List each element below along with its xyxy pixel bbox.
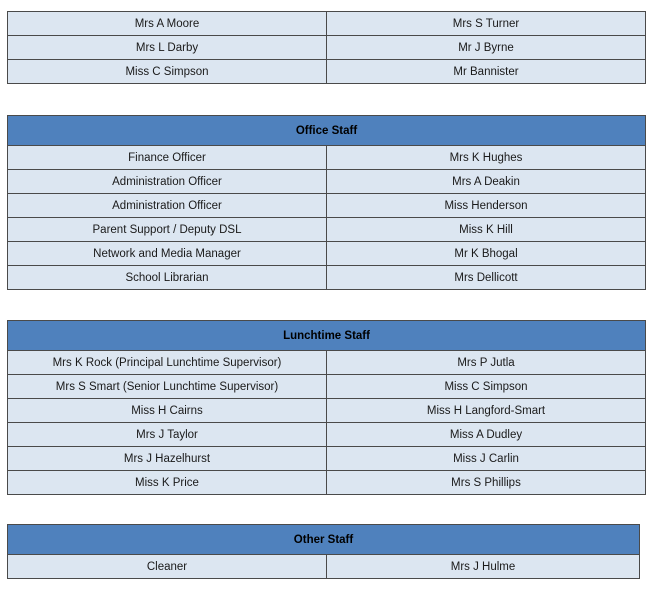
table-cell: Mrs J Hulme xyxy=(327,555,640,579)
table-row xyxy=(8,170,646,194)
table-cell: Miss C Simpson xyxy=(327,375,646,399)
office-staff-table xyxy=(7,115,646,290)
lunchtime-staff-body xyxy=(8,351,646,495)
table-cell: Miss A Dudley xyxy=(327,423,646,447)
table-cell: Mrs P Jutla xyxy=(327,351,646,375)
table-cell: Mrs L Darby xyxy=(8,36,327,60)
table-header-row xyxy=(8,116,646,146)
table-cell: Mrs S Smart (Senior Lunchtime Supervisor) xyxy=(8,375,327,399)
table-row xyxy=(8,471,646,495)
table-cell: Mr K Bhogal xyxy=(327,242,646,266)
table-cell: Administration Officer xyxy=(8,170,327,194)
table-header-row xyxy=(8,321,646,351)
table-header-row xyxy=(8,525,640,555)
teaching-staff-table xyxy=(7,11,646,84)
table-row xyxy=(8,423,646,447)
table-cell: Mrs S Turner xyxy=(327,12,646,36)
table-cell: Mrs K Hughes xyxy=(327,146,646,170)
table-cell: Mrs Dellicott xyxy=(327,266,646,290)
table-cell: Mrs J Taylor xyxy=(8,423,327,447)
table-cell: Administration Officer xyxy=(8,194,327,218)
other-staff-title: Other Staff xyxy=(8,525,640,555)
table-cell: Mr J Byrne xyxy=(327,36,646,60)
table-row xyxy=(8,266,646,290)
table-row xyxy=(8,194,646,218)
office-staff-title: Office Staff xyxy=(8,116,646,146)
table-row xyxy=(8,12,646,36)
table-row xyxy=(8,399,646,423)
table-cell: Mrs K Rock (Principal Lunchtime Supervisor) xyxy=(8,351,327,375)
table-cell: Mrs J Hazelhurst xyxy=(8,447,327,471)
table-cell: Mrs S Phillips xyxy=(327,471,646,495)
table-row xyxy=(8,351,646,375)
table-row xyxy=(8,36,646,60)
table-cell: School Librarian xyxy=(8,266,327,290)
teaching-staff-body xyxy=(8,12,646,84)
table-cell: Cleaner xyxy=(8,555,327,579)
table-cell: Miss H Cairns xyxy=(8,399,327,423)
table-cell: Miss Henderson xyxy=(327,194,646,218)
table-cell: Parent Support / Deputy DSL xyxy=(8,218,327,242)
table-cell: Finance Officer xyxy=(8,146,327,170)
table-cell: Miss K Hill xyxy=(327,218,646,242)
table-cell: Mrs A Deakin xyxy=(327,170,646,194)
table-cell: Mrs A Moore xyxy=(8,12,327,36)
table-cell: Miss C Simpson xyxy=(8,60,327,84)
table-row xyxy=(8,218,646,242)
table-cell: Miss K Price xyxy=(8,471,327,495)
other-staff-table xyxy=(7,524,640,579)
office-staff-body xyxy=(8,146,646,290)
lunchtime-staff-title: Lunchtime Staff xyxy=(8,321,646,351)
table-row xyxy=(8,555,640,579)
table-cell: Mr Bannister xyxy=(327,60,646,84)
table-cell: Miss J Carlin xyxy=(327,447,646,471)
table-row xyxy=(8,242,646,266)
table-row xyxy=(8,375,646,399)
other-staff-body xyxy=(8,555,640,579)
table-row xyxy=(8,447,646,471)
table-row xyxy=(8,60,646,84)
lunchtime-staff-table xyxy=(7,320,646,495)
table-row xyxy=(8,146,646,170)
table-cell: Network and Media Manager xyxy=(8,242,327,266)
table-cell: Miss H Langford-Smart xyxy=(327,399,646,423)
